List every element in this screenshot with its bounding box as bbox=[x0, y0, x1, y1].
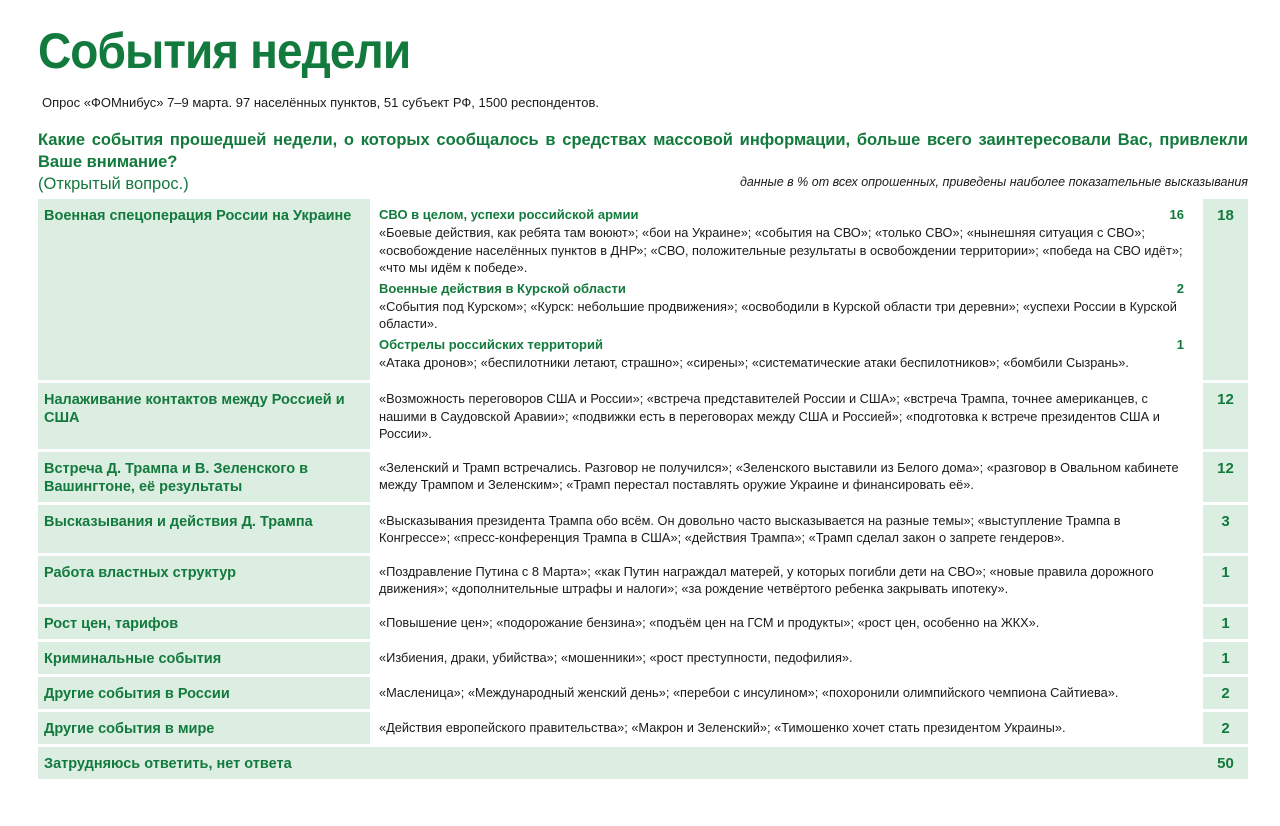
row-description: «Высказывания президента Трампа обо всём. Он довольно часто высказывается на разные темы»; «выступление Трампа в Конгрессе»; «пресс-конференция Трампа в США»; «действия Трампа»; «Трамп сделал закон о запрете гендеров». bbox=[373, 505, 1200, 553]
table-row bbox=[38, 199, 1248, 380]
row-value: 1 bbox=[1203, 556, 1248, 604]
sub-item-header bbox=[379, 206, 1186, 224]
row-value: 50 bbox=[1203, 747, 1248, 779]
page-title: События недели bbox=[38, 23, 411, 79]
sub-item-value: 2 bbox=[1176, 280, 1184, 296]
row-category: Работа властных структур bbox=[38, 556, 370, 604]
table-row bbox=[38, 607, 1248, 639]
sub-item-text: «События под Курском»; «Курск: небольшие продвижения»; «освободили в Курской области три деревни»; «успехи России в Курской области». bbox=[379, 298, 1177, 331]
question-text: Какие события прошедшей недели, о которых сообщалось в средствах массовой информации, больше всего заинтересовали Вас, привлекли Ваше внимание? bbox=[38, 131, 1248, 171]
sub-item-title: СВО в целом, успехи российской армии bbox=[379, 207, 639, 222]
survey-subtitle: Опрос «ФОМнибус» 7–9 марта. 97 населённых пунктов, 51 субъект РФ, 1500 респондентов. bbox=[42, 95, 599, 110]
table-row bbox=[38, 712, 1248, 744]
sub-item-header bbox=[379, 336, 1186, 354]
row-category: Рост цен, тарифов bbox=[38, 607, 370, 639]
row-description: «Масленица»; «Международный женский день»; «перебои с инсулином»; «похоронили олимпийского чемпиона Сайтиева». bbox=[373, 677, 1200, 709]
row-description: «Поздравление Путина с 8 Марта»; «как Путин награждал матерей, у которых погибли дети на СВО»; «новые правила дорожного движения»; «дополнительные штрафы и налоги»; «за рождение четвёртого ребенка закрывать ипотеку». bbox=[373, 556, 1200, 604]
row-value: 2 bbox=[1203, 712, 1248, 744]
row-category: Высказывания и действия Д. Трампа bbox=[38, 505, 370, 553]
question-note: (Открытый вопрос.) bbox=[38, 175, 189, 193]
sub-item-value: 1 bbox=[1176, 336, 1184, 352]
row-category: Налаживание контактов между Россией и США bbox=[38, 383, 370, 449]
row-value: 12 bbox=[1203, 452, 1248, 502]
table-row bbox=[38, 677, 1248, 709]
sub-item-title: Обстрелы российских территорий bbox=[379, 336, 603, 352]
table-row bbox=[38, 505, 1248, 553]
row-description bbox=[373, 199, 1200, 380]
row-value: 1 bbox=[1203, 642, 1248, 674]
row-category: Затрудняюсь ответить, нет ответа bbox=[38, 747, 1203, 779]
row-value: 3 bbox=[1203, 505, 1248, 553]
row-category: Встреча Д. Трампа и В. Зеленского в Вашингтоне, её результаты bbox=[38, 452, 370, 502]
row-description: «Зеленский и Трамп встречались. Разговор не получился»; «Зеленского выставили из Белого дома»; «разговор в Овальном кабинете между Трампом и Зеленским»; «Трамп перестал поставлять оружие Украине и финансировать её». bbox=[373, 452, 1200, 502]
sub-item-header bbox=[379, 280, 1186, 298]
table-row bbox=[38, 383, 1248, 449]
sub-item-title: Военные действия в Курской области bbox=[379, 280, 626, 296]
data-note: данные в % от всех опрошенных, приведены наиболее показательные высказывания bbox=[739, 175, 1248, 189]
row-description: «Действия европейского правительства»; «Макрон и Зеленский»; «Тимошенко хочет стать президентом Украины». bbox=[373, 712, 1200, 744]
row-description: «Избиения, драки, убийства»; «мошенники»; «рост преступности, педофилия». bbox=[373, 642, 1200, 674]
sub-item-value: 16 bbox=[1169, 207, 1184, 222]
sub-item-text: «Атака дронов»; «беспилотники летают, страшно»; «сирены»; «систематические атаки беспилотников»; «бомбили Сызрань». bbox=[379, 354, 1129, 370]
row-value: 2 bbox=[1203, 677, 1248, 709]
row-category: Криминальные события bbox=[38, 642, 370, 674]
row-value: 12 bbox=[1203, 383, 1248, 449]
row-category: Другие события в России bbox=[38, 677, 370, 709]
row-value: 18 bbox=[1203, 199, 1248, 380]
row-description: «Повышение цен»; «подорожание бензина»; «подъём цен на ГСМ и продукты»; «рост цен, особенно на ЖКХ». bbox=[373, 607, 1200, 639]
table-row bbox=[38, 642, 1248, 674]
sub-item-text: «Боевые действия, как ребята там воюют»; «бои на Украине»; «события на СВО»; «только СВО»; «нынешняя ситуация с СВО»; «освобождение населённых пунктов в ДНР»; «СВО, положительные результаты в освобождении территории»; «победа на СВО идёт»; «что мы идём к победе». bbox=[379, 225, 1183, 275]
row-description: «Возможность переговоров США и России»; «встреча представителей России и США»; «встреча Трампа, точнее американцев, с нашими в Саудовской Аравии»; «подвижки есть в переговорах между США и Россией»; «подготовка к встрече президентов США и России». bbox=[373, 383, 1200, 449]
row-category: Военная спецоперация России на Украине bbox=[38, 199, 370, 380]
row-category: Другие события в мире bbox=[38, 712, 370, 744]
row-value: 1 bbox=[1203, 607, 1248, 639]
table-row bbox=[38, 452, 1248, 502]
table-row bbox=[38, 556, 1248, 604]
table-row-total bbox=[38, 747, 1248, 779]
results-table bbox=[38, 199, 1248, 782]
